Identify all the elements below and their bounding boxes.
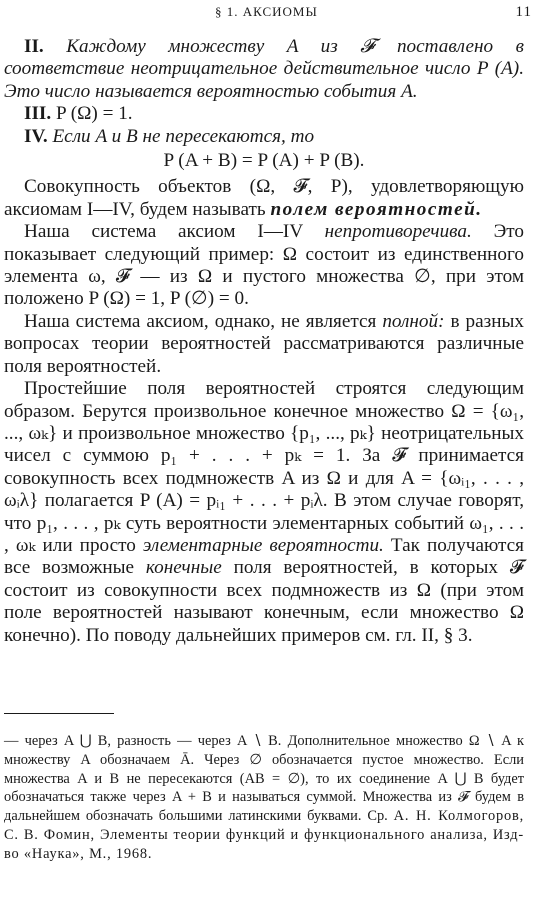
page-header xyxy=(0,2,550,24)
axiom-iii xyxy=(4,103,524,125)
additivity-formula: P (A + B) = P (A) + P (B). xyxy=(163,150,365,172)
paragraph-probability-field xyxy=(4,176,524,221)
axiom-ii-number: II. xyxy=(24,36,44,57)
p3-text: Наша система аксиом, однако, не является xyxy=(24,310,377,332)
page-number: 11 xyxy=(515,4,532,20)
footnote-paragraph xyxy=(4,732,524,864)
p4-text-b: Так получаются все возможные xyxy=(4,534,525,579)
p4-text-a: Простейшие поля вероятностей строятся следующим образом. Берутся произвольное конечное множество Ω = {ω₁, ..., ωₖ} и произвольное множество {p₁, ..., pₖ} неотрицательных чисел с суммою p₁ + . . . + pₖ = 1. За 𝓕 принимается совокупность всех подмножеств A из Ω и для A = {ωᵢ₁, . . . , ωᵢλ} полагается P (A) = pᵢ₁ + . . . + pᵢλ. В этом случае говорят, что p₁, . . . , pₖ суть вероятности элементарных событий ω₁, . . . , ωₖ или просто xyxy=(4,378,524,556)
footnote-divider xyxy=(4,713,114,714)
paragraph-consistency xyxy=(4,221,524,311)
p4-term-elementary: элементарные вероятности. xyxy=(142,534,384,556)
running-title: § 1. АКСИОМЫ xyxy=(215,4,318,19)
p1-text: Совокупность объектов (Ω, 𝓕, P), удовлетворяющую аксиомам I—IV, будем называть xyxy=(4,176,524,220)
footnote-reference: А. Н. Колмогоров, С. В. Фомин, Элементы теории функций и функционального анализа, Изд-во «Наука», М., 1968. xyxy=(4,808,524,862)
axiom-iii-text: P (Ω) = 1. xyxy=(56,103,133,125)
paragraph-finite-fields xyxy=(4,378,524,647)
p2-text: Наша система аксиом I—IV xyxy=(24,221,303,243)
p2-rest: Это показывает следующий пример: Ω состоит из единственного элемента ω, 𝓕 — из Ω и пустого множества ∅, при этом положено P (Ω) = 1, P (∅) = 0. xyxy=(4,221,524,310)
axiom-ii xyxy=(4,36,524,103)
main-text xyxy=(4,36,524,647)
axiom-iv-text: Если A и B не пересекаются, то xyxy=(52,125,315,147)
axiom-ii-text: Каждому множеству A из 𝓕 поставлено в соответствие неотрицательное действительное число P (A). Это число называется вероятностью события A. xyxy=(4,36,525,102)
p4-text-c: поля вероятностей, в которых 𝓕 состоит из совокупности всех подмножеств из Ω (при этом поле вероятностей называют конечным, если множество Ω конечно). По поводу дальнейших примеров см. гл. II, § 3. xyxy=(4,557,524,646)
p2-term: непротиворечива. xyxy=(324,221,472,243)
axiom-iii-number: III. xyxy=(24,103,52,125)
footnote xyxy=(4,732,524,864)
axiom-iv xyxy=(4,126,524,148)
paragraph-completeness xyxy=(4,311,524,378)
p3-term: полной: xyxy=(382,310,445,332)
footnote-text: — через A ⋃ B, разность — через A ∖ B. Дополнительное множество Ω ∖ A к множеству A обозначаем Ā. Через ∅ обозначается пустое множество. Если множества A и B не пересекаются (AB = ∅), то их соединение A ⋃ B будет обозначаться также через A + B и называться суммой. Множества из 𝓕 будем в дальнейшем обозначать большими латинскими буквами. Ср. xyxy=(4,733,524,825)
axiom-iv-number: IV. xyxy=(24,125,48,147)
p4-term-finite: конечные xyxy=(145,557,222,579)
p3-rest: в разных вопросах теории вероятностей рассматриваются различные поля вероятностей. xyxy=(4,310,525,377)
p1-term: полем вероятностей. xyxy=(270,198,483,220)
